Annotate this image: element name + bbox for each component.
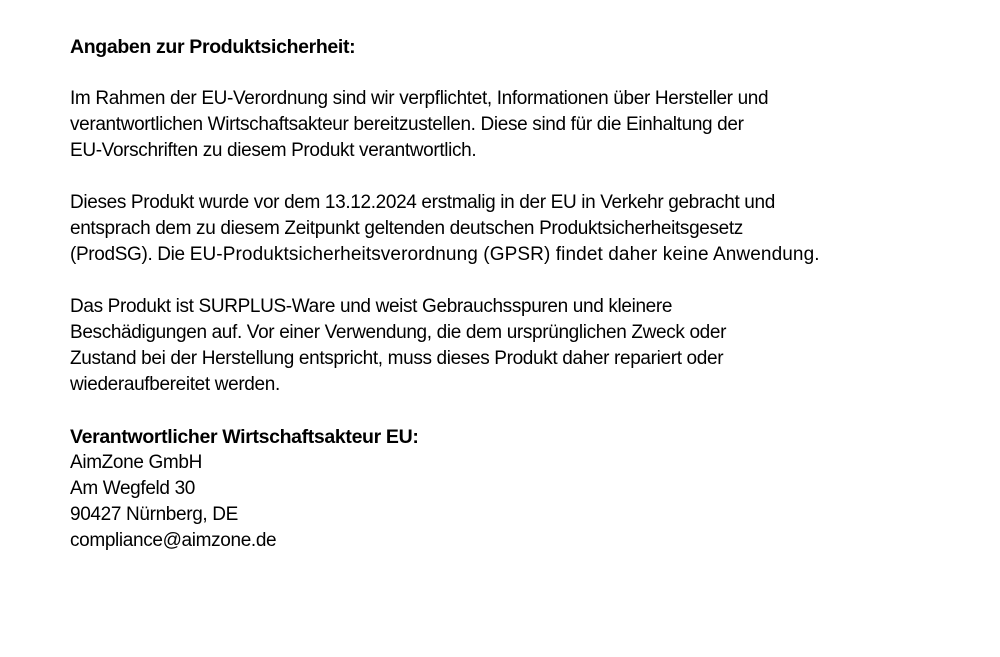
- text-line-mixed-font: [70, 242, 970, 268]
- contact-street: Am Wegfeld 30: [70, 478, 195, 499]
- contact-city: 90427 Nürnberg, DE: [70, 504, 238, 525]
- document-title: Angaben zur Produktsicherheit:: [70, 36, 356, 58]
- product-safety-document: [70, 34, 970, 554]
- contact-block: [70, 424, 970, 554]
- text-line: entsprach dem zu diesem Zeitpunkt geltenden deutschen Produktsicherheitsgesetz: [70, 218, 743, 239]
- text-line: wiederaufbereitet werden.: [70, 374, 280, 395]
- text-segment-regular: EU-Produktsicherheitsverordnung (GPSR) findet daher keine Anwendung.: [189, 244, 820, 265]
- paragraph-surplus-condition: [70, 294, 970, 398]
- text-line: EU-Vorschriften zu diesem Produkt verantwortlich.: [70, 140, 477, 161]
- text-line: verantwortlichen Wirtschaftsakteur bereitzustellen. Diese sind für die Einhaltung der: [70, 114, 744, 135]
- contact-email: compliance@aimzone.de: [70, 530, 277, 551]
- paragraph-eu-regulation: [70, 86, 970, 164]
- contact-company: AimZone GmbH: [70, 452, 203, 473]
- contact-heading: Verantwortlicher Wirtschaftsakteur EU:: [70, 426, 419, 448]
- text-line: Zustand bei der Herstellung entspricht, muss dieses Produkt daher repariert oder: [70, 348, 724, 369]
- text-segment-condensed: (ProdSG). Die: [70, 244, 190, 265]
- paragraph-prodsg-gpsr: [70, 190, 970, 268]
- text-line: Dieses Produkt wurde vor dem 13.12.2024 erstmalig in der EU in Verkehr gebracht und: [70, 192, 775, 213]
- text-line: Im Rahmen der EU-Verordnung sind wir verpflichtet, Informationen über Hersteller und: [70, 88, 769, 109]
- text-line: Beschädigungen auf. Vor einer Verwendung, die dem ursprünglichen Zweck oder: [70, 322, 727, 343]
- text-line: Das Produkt ist SURPLUS-Ware und weist Gebrauchsspuren und kleinere: [70, 296, 673, 317]
